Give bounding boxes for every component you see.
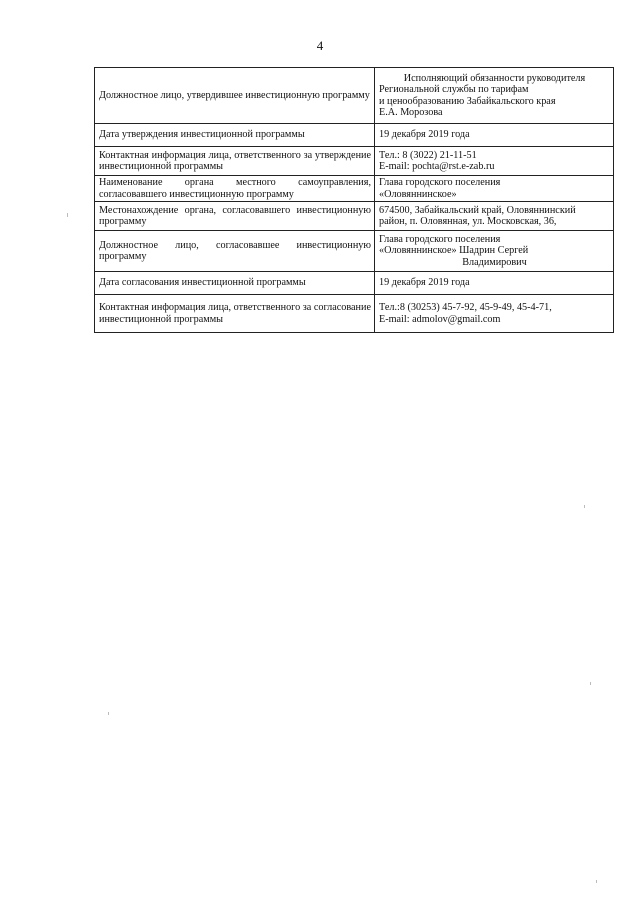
value-line: Глава городского поселения (379, 233, 501, 245)
table-row-body-location (95, 202, 614, 231)
label-agreement-date: Дата согласования инвестиционной программы (95, 272, 375, 295)
value-approval-contact (375, 147, 614, 176)
label-municipal-body: Наименование органа местного самоуправления, согласовавшего инвестиционную программу (95, 176, 375, 202)
label-agreement-contact: Контактная информация лица, ответственного за согласование инвестиционной программы (95, 295, 375, 333)
label-approval-date: Дата утверждения инвестиционной программы (95, 124, 375, 147)
value-line: 674500, Забайкальский край, Оловяннинский (379, 204, 576, 216)
table-row-agreement-date (95, 272, 614, 295)
value-line: E-mail: admolov@gmail.com (379, 313, 501, 325)
value-agreement-contact (375, 295, 614, 333)
scan-speck (67, 213, 68, 217)
value-line: Владимирович (462, 256, 527, 268)
table-row-agreement-contact (95, 295, 614, 333)
label-body-location: Местонахождение органа, согласовавшего инвестиционную программу (95, 202, 375, 231)
value-line: Региональной службы по тарифам (379, 84, 529, 95)
value-agreeing-official (375, 231, 614, 272)
value-line: 19 декабря 2019 года (379, 129, 470, 141)
scan-speck (590, 682, 591, 685)
table-row-municipal-body (95, 176, 614, 202)
value-line: Тел.: 8 (3022) 21-11-51 (379, 149, 477, 161)
scan-speck (584, 505, 585, 508)
value-municipal-body (375, 176, 614, 202)
page-number: 4 (316, 38, 324, 53)
value-line: «Оловяннинское» Шадрин Сергей (379, 245, 529, 257)
value-line: Тел.:8 (30253) 45-7-92, 45-9-49, 45-4-71, (379, 302, 552, 313)
label-agreeing-official: Должностное лицо, согласовавшее инвестиционную программу (95, 231, 375, 272)
value-body-location (375, 202, 614, 231)
label-approval-contact: Контактная информация лица, ответственного за утверждение инвестиционной программы (95, 147, 375, 176)
table-row-agreeing-official (95, 231, 614, 272)
value-line: 19 декабря 2019 года (379, 277, 470, 289)
value-line: E-mail: pochta@rst.e-zab.ru (379, 161, 495, 172)
value-approving-official (375, 68, 614, 124)
scan-speck (108, 712, 109, 715)
investment-program-info-table (94, 67, 614, 333)
table-row-approving-official (95, 68, 614, 124)
value-line: район, п. Оловянная, ул. Московская, 36, (379, 216, 557, 227)
value-line: «Оловяннинское» (379, 188, 457, 200)
value-line: Глава городского поселения (379, 177, 501, 188)
value-approval-date (375, 124, 614, 147)
table-row-approval-date (95, 124, 614, 147)
scan-speck (596, 880, 597, 883)
value-line: Е.А. Морозова (379, 107, 443, 118)
value-line: Исполняющий обязанности руководителя (403, 72, 586, 84)
label-approving-official: Должностное лицо, утвердившее инвестиционную программу (95, 68, 375, 124)
table-row-approval-contact (95, 147, 614, 176)
value-agreement-date (375, 272, 614, 295)
value-line: и ценообразованию Забайкальского края (379, 95, 556, 107)
